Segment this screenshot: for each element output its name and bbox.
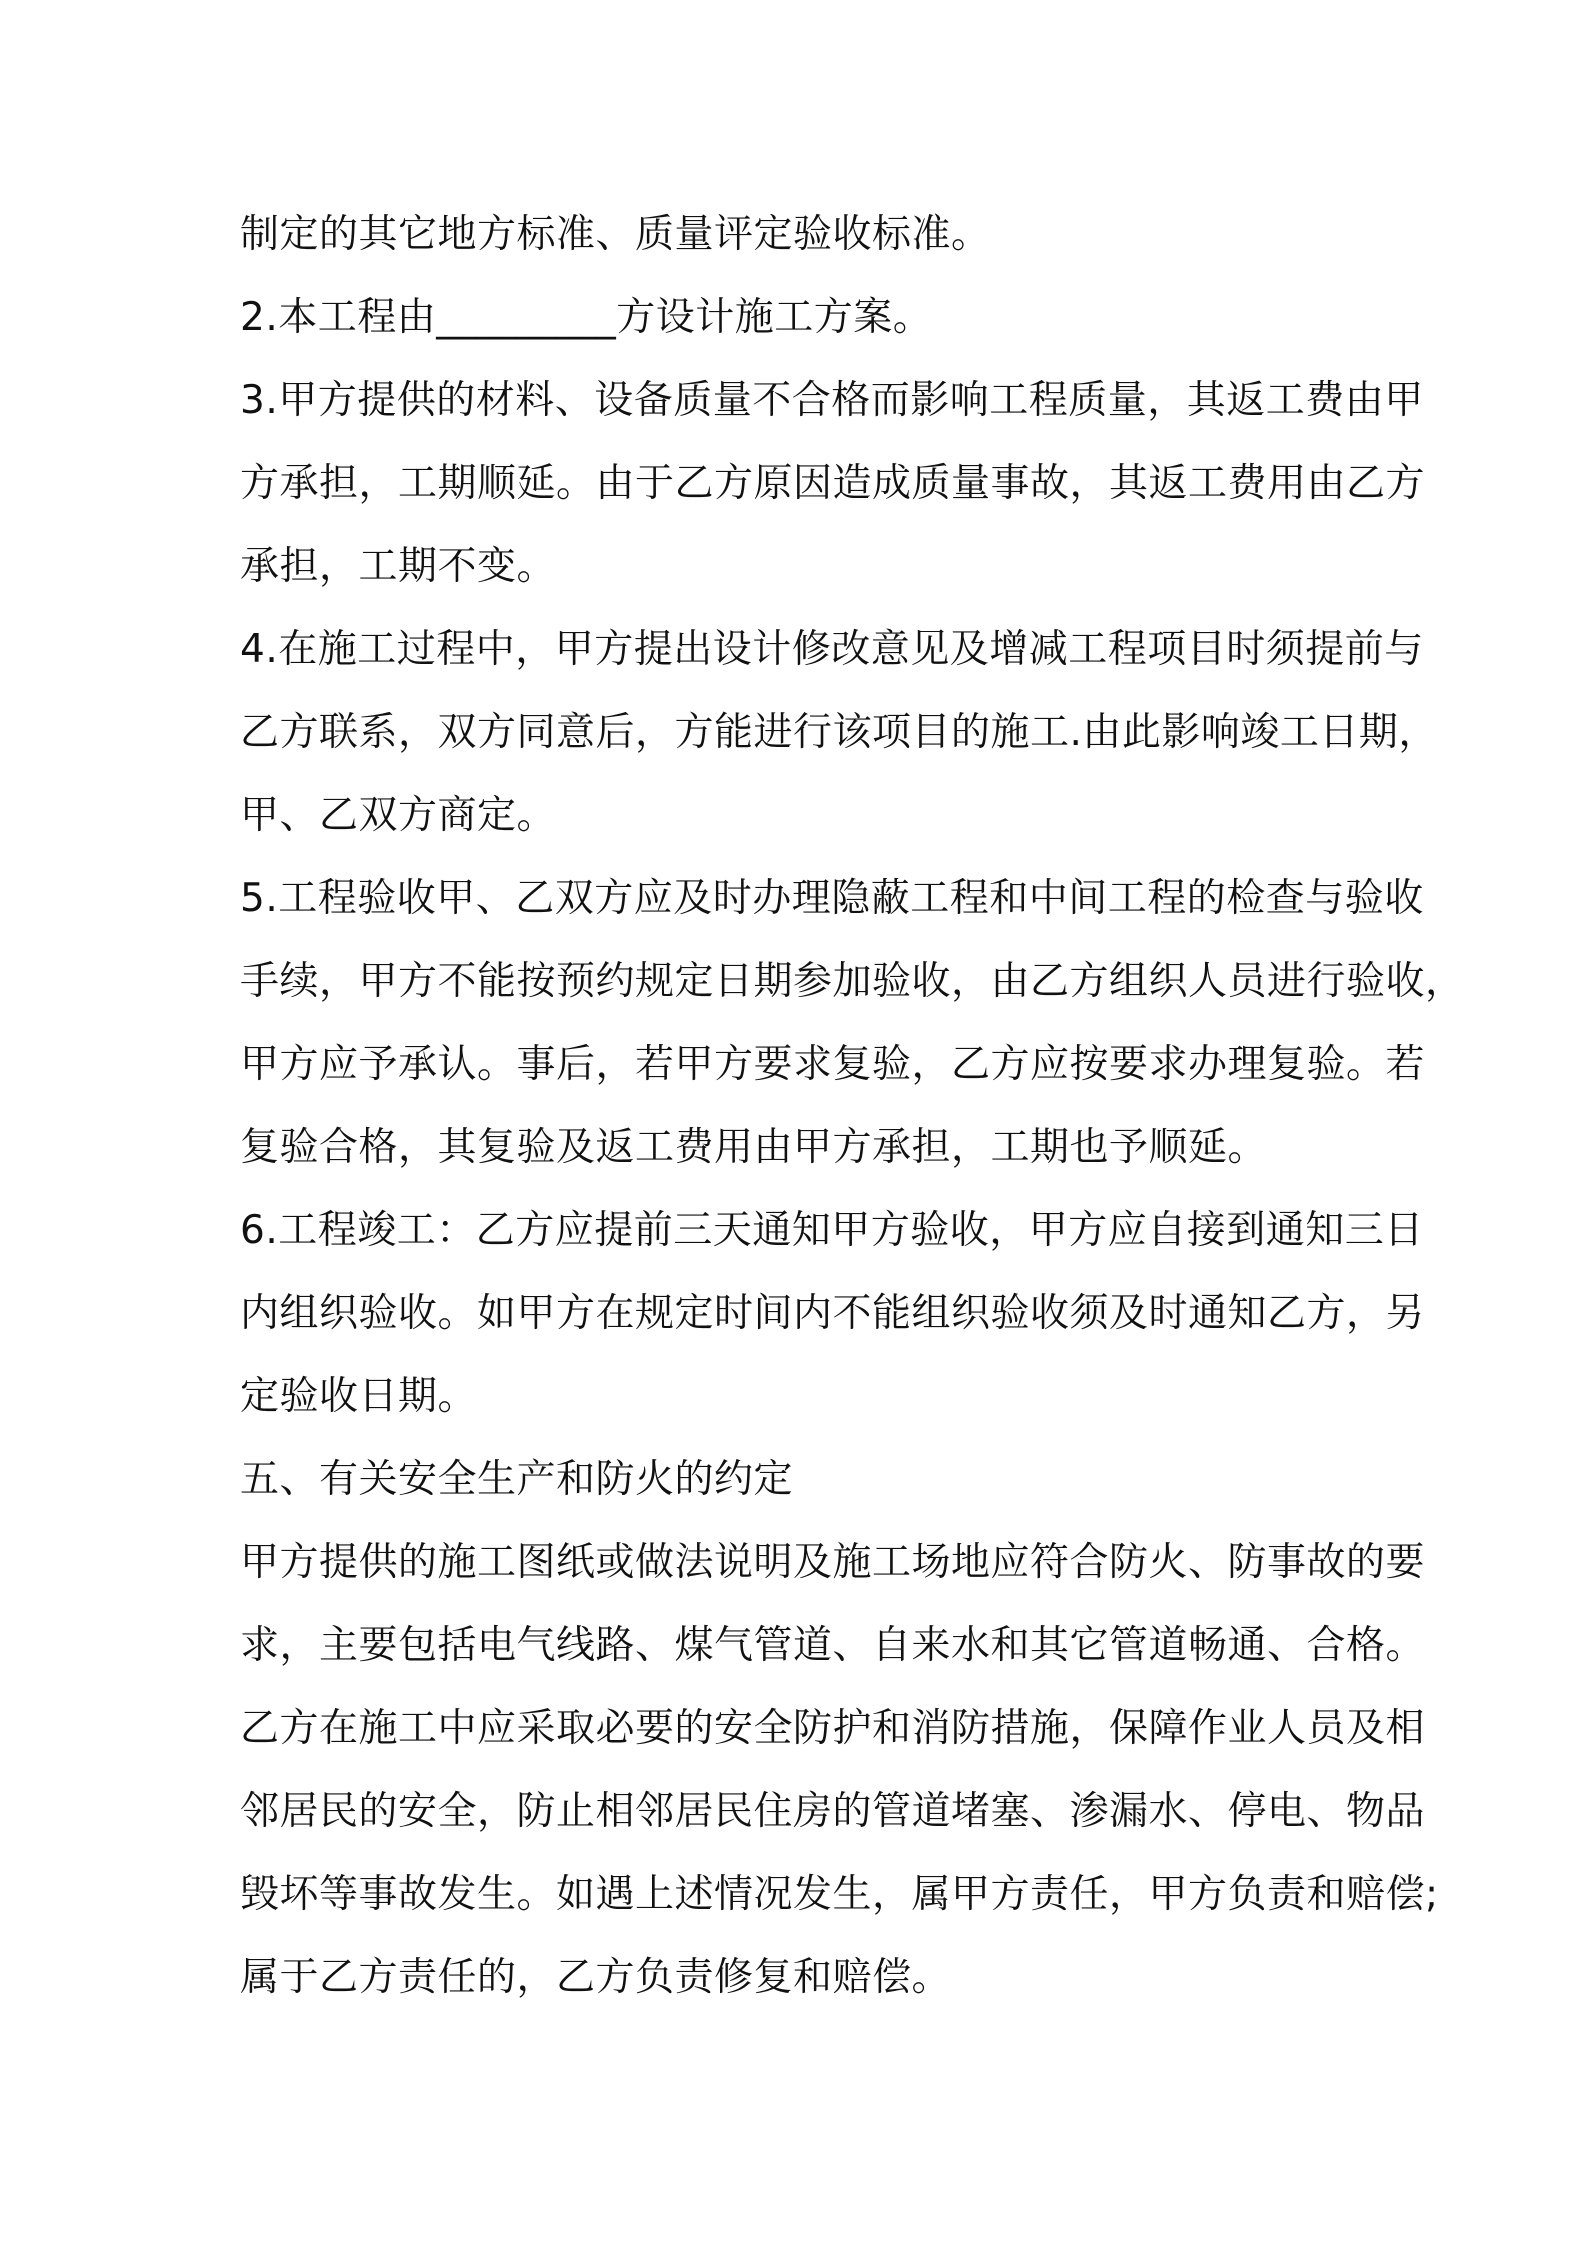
text-line: 2.本工程由_________方设计施工方案。	[240, 295, 933, 340]
text-line: 方承担，工期顺延。由于乙方原因造成质量事故，其返工费用由乙方	[240, 461, 1426, 506]
text-line: 定验收日期。	[240, 1374, 478, 1419]
text-line: 复验合格，其复验及返工费用由甲方承担，工期也予顺延。	[240, 1125, 1268, 1170]
text-line: 承担，工期不变。	[240, 544, 557, 589]
text-line: 甲、乙双方商定。	[240, 793, 557, 838]
text-line: 手续，甲方不能按预约规定日期参加验收，由乙方组织人员进行验收，	[240, 959, 1465, 1004]
text-line: 邻居民的安全，防止相邻居民住房的管道堵塞、渗漏水、停电、物品	[240, 1789, 1426, 1834]
text-line: 4.在施工过程中，甲方提出设计修改意见及增减工程项目时须提前与	[240, 627, 1424, 672]
text-line: 6.工程竣工：乙方应提前三天通知甲方验收，甲方应自接到通知三日	[240, 1208, 1424, 1253]
text-line: 制定的其它地方标准、质量评定验收标准。	[240, 212, 991, 257]
section-heading: 五、有关安全生产和防火的约定	[240, 1457, 794, 1502]
text-line: 乙方联系，双方同意后，方能进行该项目的施工.由此影响竣工日期，	[240, 710, 1438, 755]
text-line: 3.甲方提供的材料、设备质量不合格而影响工程质量，其返工费由甲	[240, 378, 1424, 423]
text-line: 甲方提供的施工图纸或做法说明及施工场地应符合防火、防事故的要	[240, 1540, 1426, 1585]
text-line: 内组织验收。如甲方在规定时间内不能组织验收须及时通知乙方，另	[240, 1291, 1426, 1336]
text-line: 乙方在施工中应采取必要的安全防护和消防措施，保障作业人员及相	[240, 1706, 1426, 1751]
text-line: 属于乙方责任的，乙方负责修复和赔偿。	[240, 1955, 952, 2000]
text-line: 5.工程验收甲、乙双方应及时办理隐蔽工程和中间工程的检查与验收	[240, 876, 1424, 921]
document-body	[240, 193, 1465, 2019]
text-line: 甲方应予承认。事后，若甲方要求复验，乙方应按要求办理复验。若	[240, 1042, 1426, 1087]
text-line: 求，主要包括电气线路、煤气管道、自来水和其它管道畅通、合格。	[240, 1623, 1426, 1668]
text-line: 毁坏等事故发生。如遇上述情况发生，属甲方责任，甲方负责和赔偿;	[240, 1872, 1439, 1917]
